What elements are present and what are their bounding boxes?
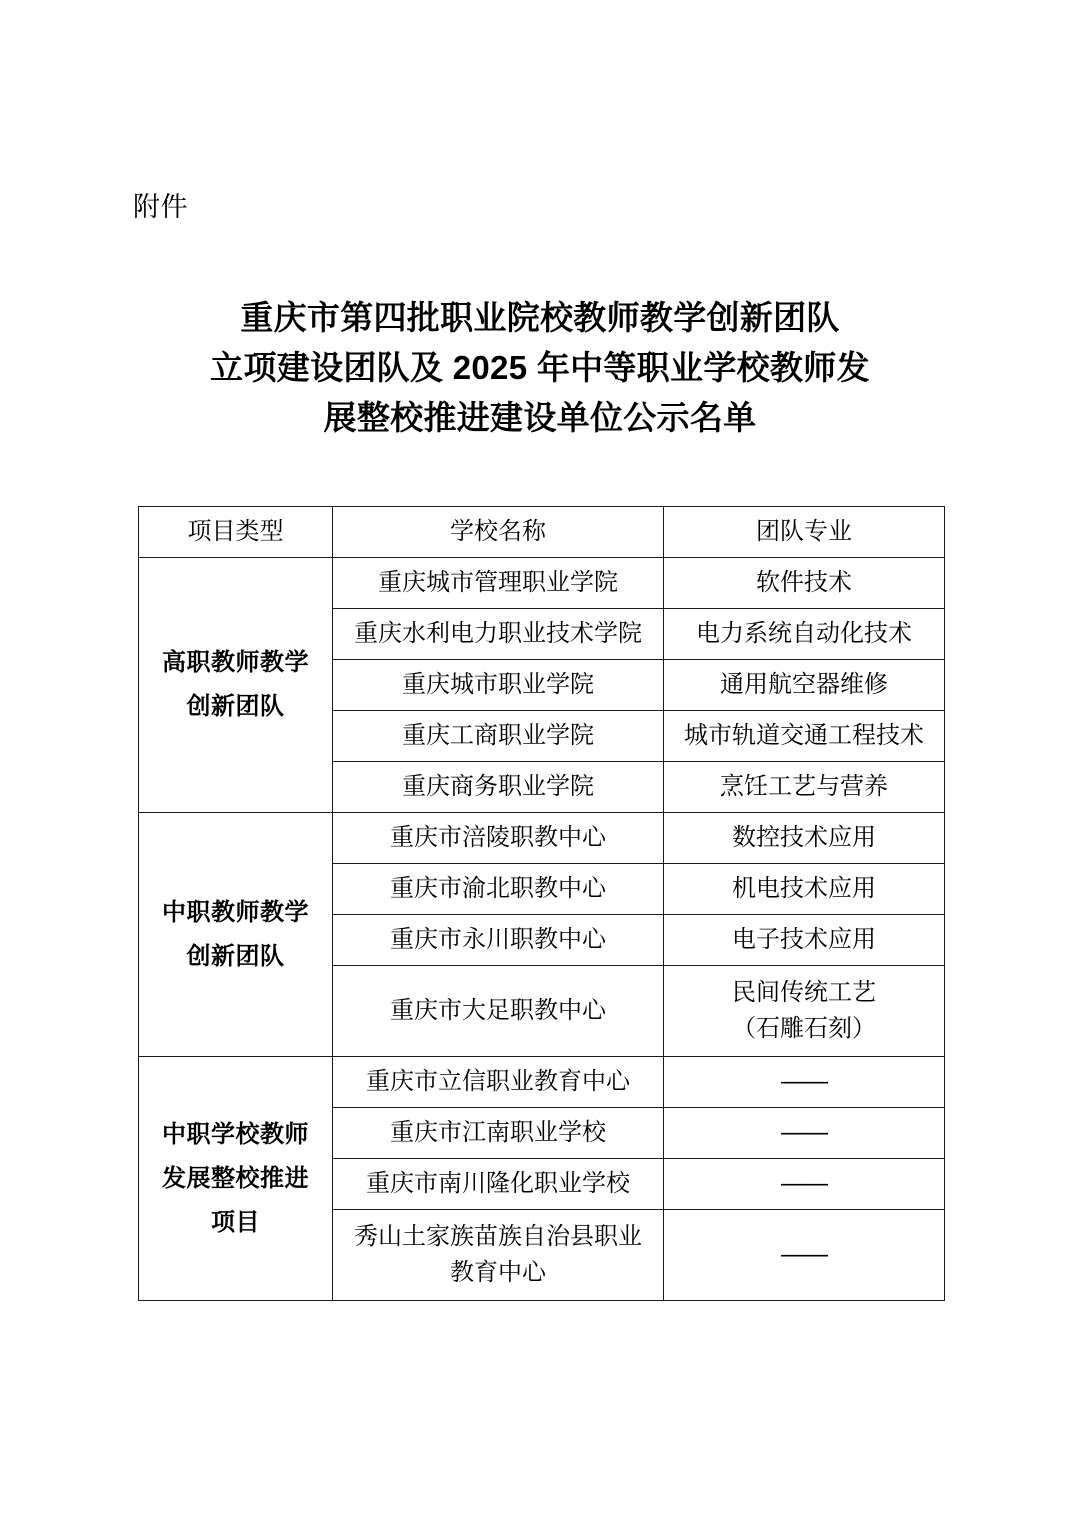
team-major-cell [664, 711, 945, 762]
team-major-cell [664, 1057, 945, 1108]
team-major-line: —— [781, 1241, 827, 1268]
group-label-line: 项目 [211, 1208, 260, 1236]
team-major-line: 机电技术应用 [732, 875, 876, 902]
team-major-line: 电子技术应用 [732, 926, 876, 953]
school-name-line: 重庆市立信职业教育中心 [366, 1068, 630, 1095]
team-major-cell [664, 864, 945, 915]
team-major-line: 通用航空器维修 [720, 671, 888, 698]
table-body [139, 558, 945, 1301]
column-header-school-name: 学校名称 [333, 507, 664, 558]
school-name-line: 重庆市大足职教中心 [390, 997, 606, 1024]
team-major-cell [664, 1159, 945, 1210]
column-header-team-major: 团队专业 [664, 507, 945, 558]
team-major-cell [664, 966, 945, 1057]
page-title-line-1: 重庆市第四批职业院校教师教学创新团队 [240, 299, 840, 336]
school-name-cell [333, 864, 664, 915]
school-name-cell [333, 1159, 664, 1210]
table-header [139, 507, 945, 558]
team-major-cell [664, 915, 945, 966]
team-major-line: （石雕石刻） [732, 1015, 876, 1042]
team-major-line: 城市轨道交通工程技术 [684, 722, 924, 749]
school-name-cell [333, 915, 664, 966]
school-name-cell [333, 711, 664, 762]
team-major-line: 软件技术 [756, 569, 852, 596]
team-major-line: 数控技术应用 [732, 824, 876, 851]
group-label-gaozhi [139, 558, 333, 813]
school-name-line: 重庆市永川职教中心 [390, 926, 606, 953]
listing-table [138, 506, 945, 1301]
group-label-line: 中职学校教师 [162, 1120, 309, 1148]
group-label-line: 发展整校推进 [162, 1164, 309, 1192]
page-title-line-3: 展整校推进建设单位公示名单 [323, 399, 757, 436]
school-name-line: 教育中心 [450, 1259, 546, 1286]
group-label-line: 高职教师教学 [162, 649, 309, 676]
school-name-cell [333, 813, 664, 864]
team-major-cell [664, 609, 945, 660]
team-major-line: 民间传统工艺 [732, 979, 876, 1006]
school-name-cell [333, 558, 664, 609]
team-major-line: —— [781, 1170, 827, 1197]
page-title [130, 293, 950, 443]
school-name-line: 重庆市江南职业学校 [390, 1119, 606, 1146]
school-name-cell [333, 1057, 664, 1108]
page-title-line-2: 立项建设团队及 2025 年中等职业学校教师发 [210, 349, 870, 386]
team-major-cell [664, 1210, 945, 1301]
team-major-cell [664, 762, 945, 813]
group-label-line: 创新团队 [186, 942, 285, 970]
column-header-project-type: 项目类型 [139, 507, 333, 558]
group-label-line: 创新团队 [186, 693, 285, 720]
attachment-label: 附件 [133, 192, 188, 222]
team-major-cell [664, 660, 945, 711]
school-name-line: 重庆市南川隆化职业学校 [366, 1170, 630, 1197]
group-label-zhongzhi-school [139, 1057, 333, 1301]
team-major-line: 烹饪工艺与营养 [720, 773, 888, 800]
team-major-cell [664, 813, 945, 864]
school-name-cell [333, 1210, 664, 1301]
school-name-cell [333, 609, 664, 660]
table-row [139, 813, 945, 864]
team-major-cell [664, 1108, 945, 1159]
school-name-cell [333, 1108, 664, 1159]
school-name-line: 秀山土家族苗族自治县职业 [354, 1223, 642, 1250]
school-name-line: 重庆工商职业学院 [402, 722, 594, 749]
table-header-row [139, 507, 945, 558]
table-row [139, 558, 945, 609]
table-row [139, 1057, 945, 1108]
school-name-line: 重庆城市职业学院 [402, 671, 594, 698]
school-name-line: 重庆市涪陵职教中心 [390, 824, 606, 851]
team-major-line: 电力系统自动化技术 [696, 620, 912, 647]
school-name-line: 重庆商务职业学院 [402, 773, 594, 800]
school-name-cell [333, 762, 664, 813]
team-major-cell [664, 558, 945, 609]
listing-table-container [138, 506, 944, 1301]
school-name-cell [333, 966, 664, 1057]
school-name-line: 重庆市渝北职教中心 [390, 875, 606, 902]
school-name-cell [333, 660, 664, 711]
school-name-line: 重庆水利电力职业技术学院 [354, 620, 642, 647]
group-label-zhongzhi-team [139, 813, 333, 1057]
school-name-line: 重庆城市管理职业学院 [378, 569, 618, 596]
team-major-line: —— [781, 1119, 827, 1146]
team-major-line: —— [781, 1068, 827, 1095]
group-label-line: 中职教师教学 [162, 898, 309, 926]
